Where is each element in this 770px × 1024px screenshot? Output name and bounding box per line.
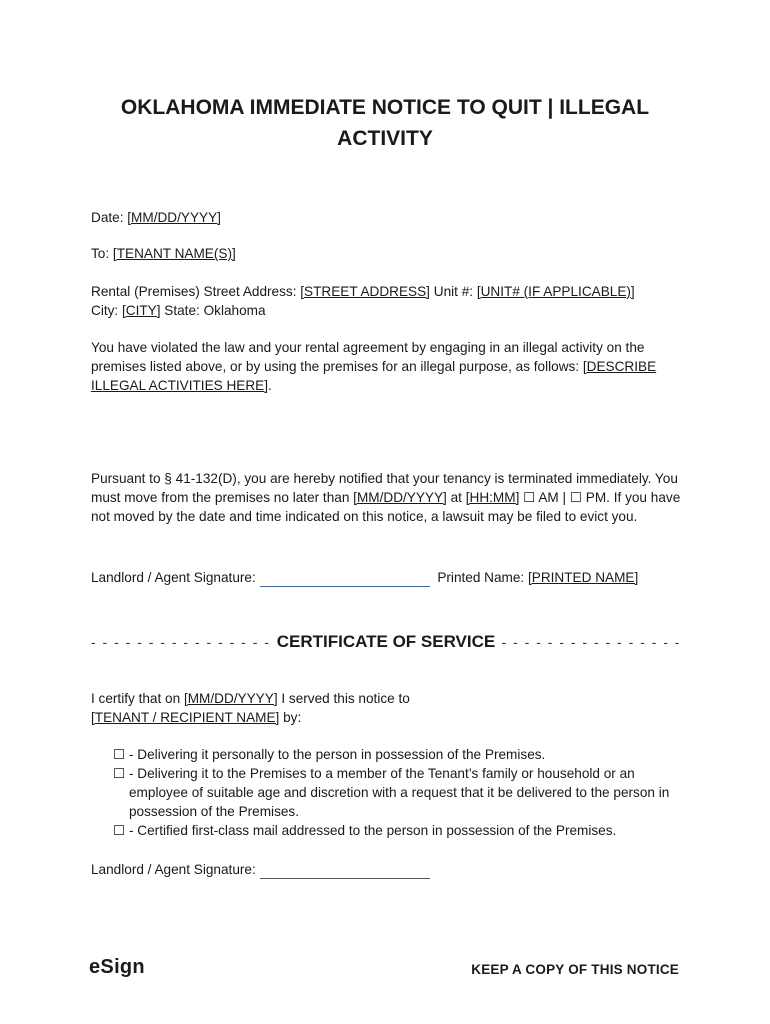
termination-text-1: Pursuant to § 41-132(D), you are hereby notified that your tenancy is terminated immediately. You must move from the premises no later than [91,471,678,505]
violation-paragraph [91,338,691,395]
signature-line [91,568,691,587]
printed-name-label: Printed Name: [437,570,525,585]
divider-right: - - - - - - - - - - - - - - - - [501,634,681,650]
unit-field[interactable]: [UNIT# (IF APPLICABLE)] [476,284,635,299]
checkbox-icon[interactable]: ☐ [113,747,126,762]
certificate-title: CERTIFICATE OF SERVICE [276,632,496,651]
checkbox-icon[interactable]: ☐ [113,823,126,838]
printed-name-field[interactable]: [PRINTED NAME] [528,570,639,585]
recipient-name-field[interactable]: [TENANT / RECIPIENT NAME] [91,710,280,725]
service-option[interactable] [113,764,673,821]
served-text: I served this notice to [281,691,410,706]
city-line [91,301,691,320]
checkbox-icon[interactable]: ☐ [113,766,126,781]
move-out-time-field[interactable]: [HH:MM] [465,490,520,505]
tenant-name-field[interactable]: [TENANT NAME(S)] [112,246,236,261]
option-text: - Delivering it personally to the person in possession of the Premises. [129,747,546,762]
certificate-signature-field[interactable] [260,864,430,879]
move-out-date-field[interactable]: [MM/DD/YYYY] [353,490,447,505]
signature-field[interactable] [260,572,430,587]
street-label: Rental (Premises) Street Address: [91,284,297,299]
certificate-signature-line [91,860,691,879]
service-options [113,745,673,840]
esign-logo: eSign [89,956,145,978]
signature-label: Landlord / Agent Signature: [91,570,256,585]
address-block [91,282,691,320]
am-pm-checkboxes[interactable]: ☐ AM | ☐ PM. [523,490,610,505]
keep-copy-note: KEEP A COPY OF THIS NOTICE [471,962,679,977]
service-date-field[interactable]: [MM/DD/YYYY] [183,691,278,706]
certificate-header [91,630,681,654]
city-field[interactable]: [CITY] [121,303,161,318]
state-label: State: [164,303,200,318]
city-label: City: [91,303,119,318]
certify-line-2 [91,708,691,727]
option-text: - Delivering it to the Premises to a member of the Tenant’s family or household or an employee of suitable age and discretion with a request that it be delivered to the person in possession of the Premises. [129,766,670,819]
option-text: - Certified first-class mail addressed to the person in possession of the Premises. [129,823,617,838]
street-address-field[interactable]: [STREET ADDRESS] [300,284,430,299]
certificate-signature-label: Landlord / Agent Signature: [91,862,256,877]
termination-text-2: If you have not moved by the date and time indicated on this notice, a lawsuit may be filed to evict you. [91,490,681,524]
service-option[interactable] [113,821,673,840]
document-title: OKLAHOMA IMMEDIATE NOTICE TO QUIT | ILLEGAL ACTIVITY [120,96,650,150]
illegal-activities-field[interactable]: [DESCRIBE ILLEGAL ACTIVITIES HERE] [91,359,657,393]
date-line [91,208,691,227]
date-label: Date: [91,210,124,225]
termination-at: at [450,490,462,505]
service-option[interactable] [113,745,673,764]
certify-paragraph [91,689,691,727]
to-line [91,244,691,263]
street-line [91,282,691,301]
violation-end: . [268,378,272,393]
certify-line-1 [91,689,691,708]
unit-label: Unit #: [433,284,474,299]
by-text: by: [283,710,302,725]
termination-paragraph [91,469,691,526]
to-label: To: [91,246,110,261]
date-field[interactable]: [MM/DD/YYYY] [127,210,221,225]
state-value: Oklahoma [203,303,266,318]
certify-text: I certify that on [91,691,181,706]
violation-text: You have violated the law and your rental agreement by engaging in an illegal activity on the premises listed above, or by using the premises for an illegal purpose, as follows: [91,340,645,374]
divider-left: - - - - - - - - - - - - - - - - [91,634,271,650]
